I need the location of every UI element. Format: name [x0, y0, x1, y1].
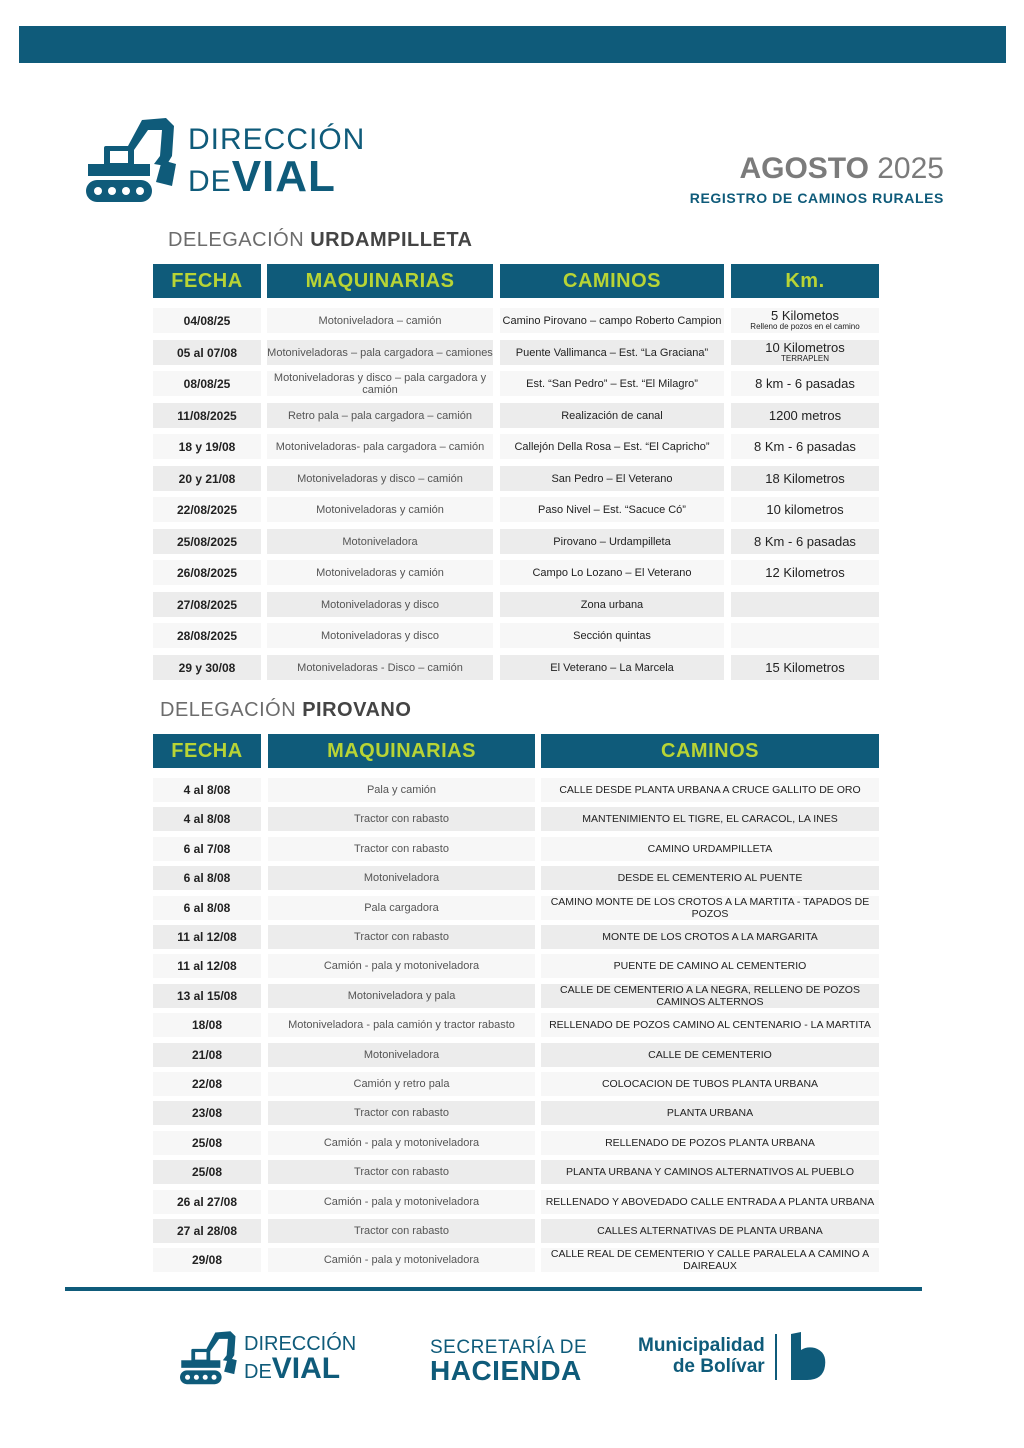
table-cell-date: 6 al 7/08 [153, 837, 261, 861]
table-cell-km [731, 655, 879, 680]
muni-separator [775, 1334, 777, 1380]
section-prefix: DELEGACIÓN [168, 229, 305, 251]
table-cell-date: 27/08/2025 [153, 592, 261, 617]
table-cell-road: CAMINO URDAMPILLETA [541, 837, 879, 861]
table-cell-mach: Camión - pala y motoniveladora [268, 1190, 535, 1214]
table-cell-road: CALLE DE CEMENTERIO A LA NEGRA, RELLENO DE POZOS CAMINOS ALTERNOS [541, 984, 879, 1008]
table-cell-mach: Pala cargadora [268, 896, 535, 920]
table-cell-road: CALLE REAL DE CEMENTERIO Y CALLE PARALELA A CAMINO A DAIREAUX [541, 1248, 879, 1272]
table-cell-date: 25/08/2025 [153, 529, 261, 554]
km-value: 15 Kilometros [765, 659, 845, 675]
table-cell-mach: Camión - pala y motoniveladora [268, 1248, 535, 1272]
table-cell-road: Est. “San Pedro” – Est. “El Milagro” [500, 371, 724, 396]
table-cell-road: Campo Lo Lozano – El Veterano [500, 560, 724, 585]
table-cell-km [731, 497, 879, 522]
table-cell-km [731, 340, 879, 365]
table-cell-mach: Motoniveladoras y camión [267, 497, 493, 522]
table-cell-date: 4 al 8/08 [153, 807, 261, 831]
table-cell-road: Puente Vallimanca – Est. “La Graciana” [500, 340, 724, 365]
report-subtitle: REGISTRO DE CAMINOS RURALES [689, 190, 944, 206]
table-cell-km [731, 434, 879, 459]
table-cell-mach: Motoniveladoras – pala cargadora – camiones [267, 340, 493, 365]
km-value: 1200 metros [768, 407, 842, 423]
table-cell-date: 26/08/2025 [153, 560, 261, 585]
header-fecha: FECHA [153, 264, 261, 298]
table-cell-road: CALLE DE CEMENTERIO [541, 1043, 879, 1067]
hacienda-line1: SECRETARÍA DE [430, 1337, 588, 1358]
header-fecha: FECHA [153, 734, 261, 768]
excavator-icon [178, 1330, 240, 1388]
table-cell-mach: Motoniveladoras y camión [267, 560, 493, 585]
footer-direccion-vial-logo [178, 1330, 356, 1388]
muni-line2: de Bolívar [672, 1356, 765, 1377]
section-title-pirovano [160, 699, 411, 722]
table-cell-road: MANTENIMIENTO EL TIGRE, EL CARACOL, LA INES [541, 807, 879, 831]
footer-divider [65, 1287, 922, 1291]
table-cell-date: 26 al 27/08 [153, 1190, 261, 1214]
secretaria-hacienda-logo [430, 1338, 587, 1385]
table-cell-road: RELLENADO DE POZOS PLANTA URBANA [541, 1131, 879, 1155]
table-cell-road: RELLENADO Y ABOVEDADO CALLE ENTRADA A PLANTA URBANA [541, 1190, 879, 1214]
table-cell-mach: Motoniveladoras y disco [267, 592, 493, 617]
header-km: Km. [731, 264, 879, 298]
km-value: 10 Kilometros [765, 340, 845, 356]
table-cell-date: 18/08 [153, 1013, 261, 1037]
table-cell-mach: Motoniveladoras- pala cargadora – camión [267, 434, 493, 459]
table-cell-km [731, 592, 879, 617]
table-cell-date: 27 al 28/08 [153, 1219, 261, 1243]
table-cell-road: PLANTA URBANA [541, 1101, 879, 1125]
brand-line2-prefix: DE [188, 165, 232, 198]
table-cell-mach: Motoniveladora y pala [268, 984, 535, 1008]
table-cell-mach: Tractor con rabasto [268, 925, 535, 949]
table-cell-date: 11/08/2025 [153, 403, 261, 428]
table-cell-road: San Pedro – El Veterano [500, 466, 724, 491]
table-cell-date: 20 y 21/08 [153, 466, 261, 491]
km-value: 5 Kilometos [771, 308, 839, 324]
table-cell-road: COLOCACION DE TUBOS PLANTA URBANA [541, 1072, 879, 1096]
table-cell-mach: Motoniveladoras y disco – pala cargadora y camión [267, 371, 493, 396]
table-cell-km [731, 308, 879, 333]
km-value: 8 Km - 6 pasadas [754, 533, 856, 549]
table-cell-road: CALLES ALTERNATIVAS DE PLANTA URBANA [541, 1219, 879, 1243]
table-cell-date: 04/08/25 [153, 308, 261, 333]
km-value: 18 Kilometros [765, 470, 845, 486]
table-cell-mach: Motoniveladora - pala camión y tractor rabasto [268, 1013, 535, 1037]
table-cell-km [731, 560, 879, 585]
table-cell-date: 6 al 8/08 [153, 896, 261, 920]
table-cell-road: Zona urbana [500, 592, 724, 617]
table-cell-km [731, 529, 879, 554]
table-cell-mach: Camión - pala y motoniveladora [268, 954, 535, 978]
table-cell-road: Camino Pirovano – campo Roberto Campion [500, 308, 724, 333]
direccion-vial-logo [84, 116, 365, 208]
table-cell-road: RELLENADO DE POZOS CAMINO AL CENTENARIO - LA MARTITA [541, 1013, 879, 1037]
table-cell-date: 29/08 [153, 1248, 261, 1272]
table-cell-mach: Tractor con rabasto [268, 837, 535, 861]
table-cell-date: 08/08/25 [153, 371, 261, 396]
table-cell-mach: Motoniveladoras - Disco – camión [267, 655, 493, 680]
table-cell-road: PLANTA URBANA Y CAMINOS ALTERNATIVOS AL PUEBLO [541, 1160, 879, 1184]
brand-line1: DIRECCIÓN [188, 123, 366, 156]
table-cell-road: Sección quintas [500, 623, 724, 648]
footer-brand-line1: DIRECCIÓN [244, 1333, 357, 1355]
table-cell-mach: Motoniveladoras y disco – camión [267, 466, 493, 491]
table-cell-mach: Tractor con rabasto [268, 807, 535, 831]
table-cell-date: 11 al 12/08 [153, 954, 261, 978]
year: 2025 [877, 152, 944, 185]
table-cell-road: DESDE EL CEMENTERIO AL PUENTE [541, 866, 879, 890]
table-cell-km [731, 371, 879, 396]
table-cell-date: 29 y 30/08 [153, 655, 261, 680]
table-cell-mach: Motoniveladora [267, 529, 493, 554]
table-cell-mach: Motoniveladora [268, 1043, 535, 1067]
section-title-urdampilleta [168, 229, 473, 252]
table-cell-mach: Camión - pala y motoniveladora [268, 1131, 535, 1155]
bolivar-b-icon [787, 1332, 827, 1382]
table-cell-date: 25/08 [153, 1160, 261, 1184]
section-prefix: DELEGACIÓN [160, 699, 297, 721]
header-maquinarias: MAQUINARIAS [267, 264, 493, 298]
top-banner [19, 26, 1006, 63]
header-caminos: CAMINOS [500, 264, 724, 298]
table-cell-date: 25/08 [153, 1131, 261, 1155]
table-cell-date: 11 al 12/08 [153, 925, 261, 949]
table-cell-road: CAMINO MONTE DE LOS CROTOS A LA MARTITA - TAPADOS DE POZOS [541, 896, 879, 920]
km-value: 10 kilometros [766, 501, 844, 517]
header-maquinarias: MAQUINARIAS [268, 734, 535, 768]
km-value: 8 km - 6 pasadas [755, 375, 855, 391]
month: AGOSTO [739, 152, 869, 185]
table-cell-road: CALLE DESDE PLANTA URBANA A CRUCE GALLITO DE ORO [541, 778, 879, 802]
table-cell-date: 23/08 [153, 1101, 261, 1125]
table-cell-date: 21/08 [153, 1043, 261, 1067]
table-cell-date: 22/08/2025 [153, 497, 261, 522]
table-cell-mach: Pala y camión [268, 778, 535, 802]
table-cell-mach: Tractor con rabasto [268, 1101, 535, 1125]
table-cell-date: 05 al 07/08 [153, 340, 261, 365]
table-cell-mach: Tractor con rabasto [268, 1219, 535, 1243]
km-note: TERRAPLEN [780, 354, 829, 364]
table-cell-mach: Motoniveladora [268, 866, 535, 890]
muni-line1: Municipalidad [638, 1335, 765, 1357]
table-cell-date: 22/08 [153, 1072, 261, 1096]
table-cell-road: Paso Nivel – Est. “Sacuce Có” [500, 497, 724, 522]
table-cell-road: Pirovano – Urdampilleta [500, 529, 724, 554]
table-cell-km [731, 403, 879, 428]
hacienda-line2: HACIENDA [430, 1355, 582, 1386]
municipalidad-logo [638, 1332, 827, 1382]
table-cell-road: El Veterano – La Marcela [500, 655, 724, 680]
header-caminos: CAMINOS [541, 734, 879, 768]
table-cell-mach: Camión y retro pala [268, 1072, 535, 1096]
table-cell-road: MONTE DE LOS CROTOS A LA MARGARITA [541, 925, 879, 949]
table-cell-road: Callejón Della Rosa – Est. “El Capricho” [500, 434, 724, 459]
table-cell-date: 4 al 8/08 [153, 778, 261, 802]
table-cell-km [731, 623, 879, 648]
table-cell-mach: Motoniveladora – camión [267, 308, 493, 333]
footer-brand-line2-bold: VIAL [271, 1352, 341, 1385]
table-cell-mach: Motoniveladoras y disco [267, 623, 493, 648]
brand-line2-bold: VIAL [231, 152, 336, 201]
footer-brand-line2-prefix: DE [244, 1361, 272, 1383]
table-cell-road: Realización de canal [500, 403, 724, 428]
table-cell-km [731, 466, 879, 491]
section-name: URDAMPILLETA [310, 229, 473, 251]
km-value: 12 Kilometros [765, 564, 845, 580]
km-value: 8 Km - 6 pasadas [754, 438, 856, 454]
section-name: PIROVANO [302, 699, 412, 721]
report-header [690, 152, 944, 206]
table-cell-date: 6 al 8/08 [153, 866, 261, 890]
excavator-icon [84, 116, 180, 208]
table-cell-mach: Retro pala – pala cargadora – camión [267, 403, 493, 428]
table-cell-date: 18 y 19/08 [153, 434, 261, 459]
table-cell-mach: Tractor con rabasto [268, 1160, 535, 1184]
table-cell-road: PUENTE DE CAMINO AL CEMENTERIO [541, 954, 879, 978]
km-note: Relleno de pozos en el camino [750, 322, 860, 332]
table-cell-date: 13 al 15/08 [153, 984, 261, 1008]
table-cell-date: 28/08/2025 [153, 623, 261, 648]
